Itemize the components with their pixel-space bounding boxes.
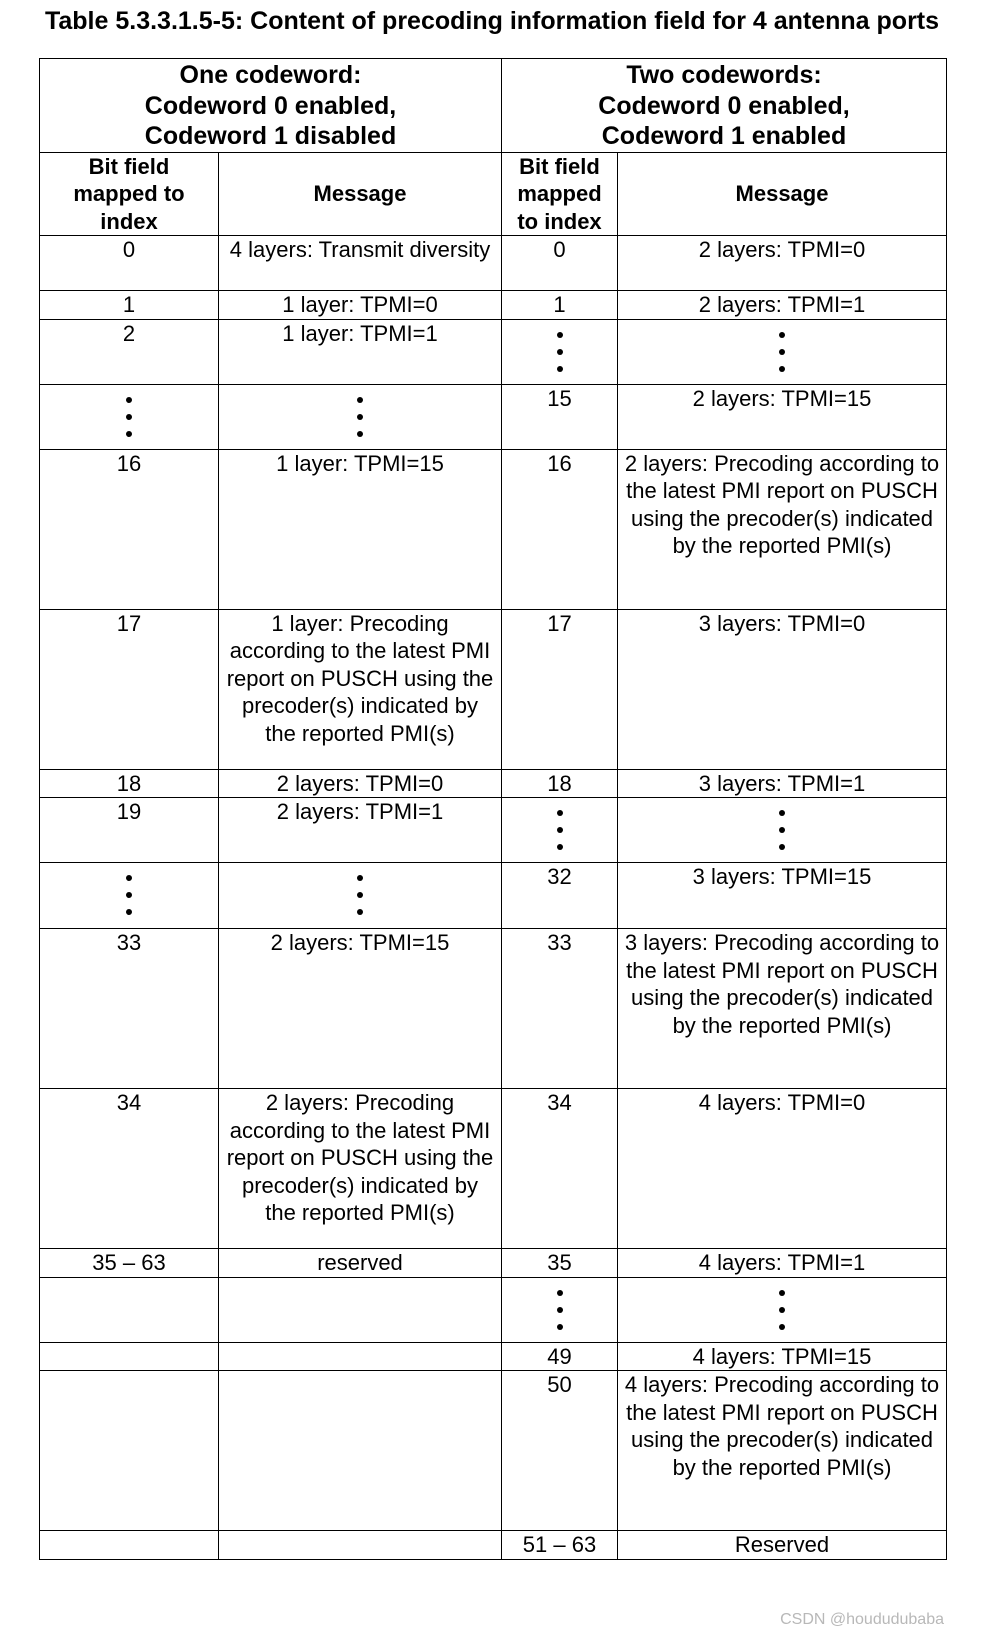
message-cell: 3 layers: TPMI=1 [618,769,947,798]
column-header-index: Bit field mapped to index [40,152,219,236]
message-cell: 2 layers: TPMI=15 [618,384,947,449]
index-cell: 15 [502,384,618,449]
message-cell [219,1277,502,1342]
ellipsis-cell [40,863,219,929]
table-row [40,1249,947,1278]
index-cell: 1 [40,291,219,320]
group-header-line: One codeword: [179,61,362,89]
index-cell: 33 [40,929,219,1089]
index-cell: 35 – 63 [40,1249,219,1278]
message-cell: 1 layer: TPMI=1 [219,319,502,384]
message-cell: 2 layers: TPMI=1 [618,291,947,320]
ellipsis-cell [618,319,947,384]
group-header-one-codeword [40,59,502,153]
message-cell: 2 layers: TPMI=15 [219,929,502,1089]
index-cell: 16 [40,449,219,609]
message-cell: 4 layers: Precoding according to the latest PMI report on PUSCH using the precoder(s) indicated by the reported PMI(s) [618,1371,947,1531]
group-header-line: Two codewords: [626,61,822,89]
ellipsis-cell [219,384,502,449]
precoding-table [39,58,947,1560]
table-body [40,236,947,1560]
index-cell: 19 [40,798,219,863]
table-row [40,863,947,929]
vertical-ellipsis-icon [624,1278,940,1341]
message-cell [219,1342,502,1371]
vertical-ellipsis-icon [508,320,611,383]
index-cell: 50 [502,1371,618,1531]
table-row [40,236,947,291]
index-cell: 1 [502,291,618,320]
index-cell: 34 [502,1089,618,1249]
index-cell: 16 [502,449,618,609]
message-cell [219,1531,502,1560]
ellipsis-cell [618,798,947,863]
ellipsis-cell [502,798,618,863]
index-cell: 32 [502,863,618,929]
vertical-ellipsis-icon [225,863,495,926]
vertical-ellipsis-icon [508,798,611,861]
index-cell: 33 [502,929,618,1089]
vertical-ellipsis-icon [225,385,495,448]
message-cell: 2 layers: Precoding according to the latest PMI report on PUSCH using the precoder(s) indicated by the reported PMI(s) [618,449,947,609]
vertical-ellipsis-icon [624,320,940,383]
message-cell: 2 layers: TPMI=1 [219,798,502,863]
ellipsis-cell [502,1277,618,1342]
column-header-message: Message [618,152,947,236]
message-cell: reserved [219,1249,502,1278]
index-cell: 17 [502,609,618,769]
index-cell: 2 [40,319,219,384]
index-cell: 49 [502,1342,618,1371]
message-cell: 1 layer: Precoding according to the latest PMI report on PUSCH using the precoder(s) indicated by the reported PMI(s) [219,609,502,769]
vertical-ellipsis-icon [624,798,940,861]
index-cell: 18 [502,769,618,798]
watermark: CSDN @hoududubaba [780,1611,944,1628]
message-cell: 1 layer: TPMI=0 [219,291,502,320]
message-cell: Reserved [618,1531,947,1560]
group-header-line: Codeword 0 enabled, [144,91,397,120]
message-cell: 3 layers: Precoding according to the latest PMI report on PUSCH using the precoder(s) indicated by the reported PMI(s) [618,929,947,1089]
message-cell: 4 layers: TPMI=15 [618,1342,947,1371]
group-header-line: Codeword 1 enabled [601,122,847,150]
index-cell [40,1371,219,1531]
index-cell: 18 [40,769,219,798]
table-row [40,769,947,798]
index-cell [40,1531,219,1560]
table-caption: Table 5.3.3.1.5-5: Content of precoding information field for 4 antenna ports [44,7,940,35]
ellipsis-cell [40,384,219,449]
index-cell: 51 – 63 [502,1531,618,1560]
table-row [40,798,947,863]
index-cell [40,1342,219,1371]
index-cell: 35 [502,1249,618,1278]
table-row [40,291,947,320]
ellipsis-cell [618,1277,947,1342]
table-row [40,929,947,1089]
group-header-line: Codeword 1 disabled [144,122,397,150]
message-cell: 3 layers: TPMI=0 [618,609,947,769]
table-row [40,319,947,384]
table-row [40,609,947,769]
table-row [40,384,947,449]
column-header-index: Bit field mapped to index [502,152,618,236]
table-row [40,1089,947,1249]
index-cell: 0 [40,236,219,291]
vertical-ellipsis-icon [46,385,212,448]
message-cell: 2 layers: Precoding according to the latest PMI report on PUSCH using the precoder(s) indicated by the reported PMI(s) [219,1089,502,1249]
message-cell: 4 layers: TPMI=1 [618,1249,947,1278]
message-cell: 4 layers: Transmit diversity [219,236,502,291]
group-header-line: Codeword 0 enabled, [598,91,850,120]
table-row [40,449,947,609]
index-cell: 34 [40,1089,219,1249]
message-cell: 2 layers: TPMI=0 [618,236,947,291]
table-row [40,1342,947,1371]
table-row [40,1531,947,1560]
group-header-two-codewords [502,59,947,153]
index-cell: 17 [40,609,219,769]
message-cell: 2 layers: TPMI=0 [219,769,502,798]
ellipsis-cell [219,863,502,929]
ellipsis-cell [502,319,618,384]
message-cell: 3 layers: TPMI=15 [618,863,947,929]
table-row [40,1371,947,1531]
table-row [40,1277,947,1342]
index-cell: 0 [502,236,618,291]
message-cell: 4 layers: TPMI=0 [618,1089,947,1249]
vertical-ellipsis-icon [508,1278,611,1341]
message-cell [219,1371,502,1531]
message-cell: 1 layer: TPMI=15 [219,449,502,609]
vertical-ellipsis-icon [46,863,212,926]
column-header-message: Message [219,152,502,236]
index-cell [40,1277,219,1342]
